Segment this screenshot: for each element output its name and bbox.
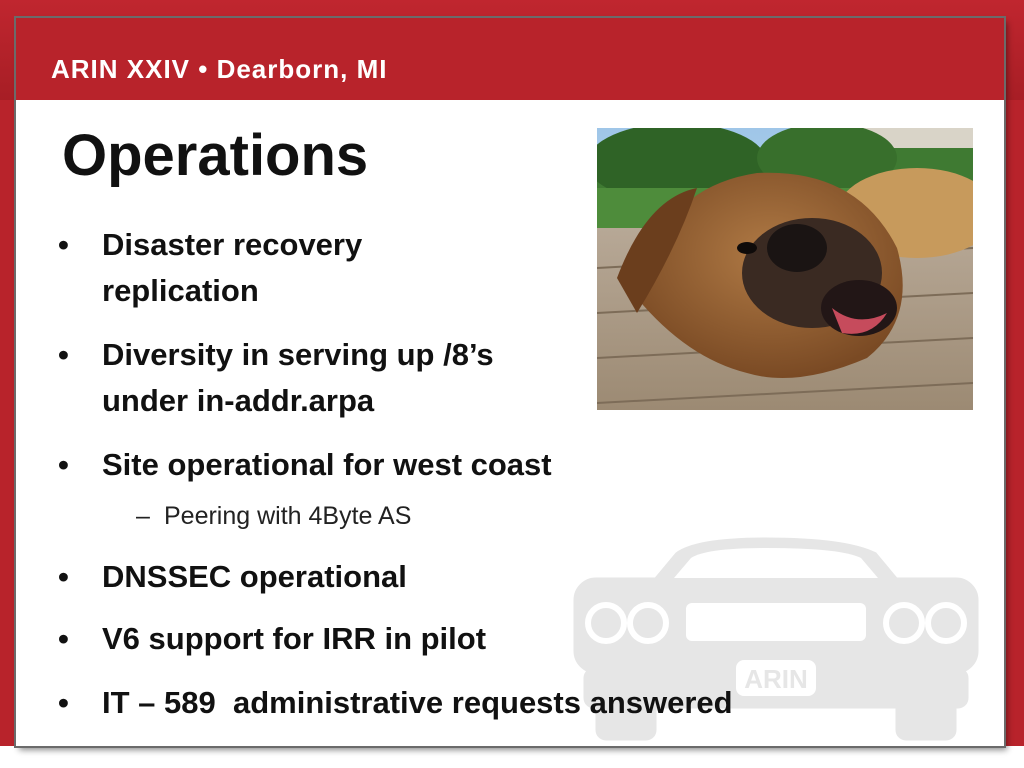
bullet-text-line: replication	[102, 273, 259, 308]
car-badge-text: ARIN	[744, 664, 808, 694]
dog-photo	[597, 128, 973, 410]
bullet-text-line: Site operational for west coast	[102, 447, 552, 482]
bullet-diversity	[56, 332, 494, 424]
bullet-marker: •	[58, 685, 69, 720]
bullet-text-line: DNSSEC operational	[102, 559, 407, 594]
bullet-dnssec	[56, 554, 407, 600]
bullet-text-line: Disaster recovery	[102, 227, 363, 262]
bullet-disaster-recovery	[56, 222, 362, 314]
bullet-text-line: Diversity in serving up /8’s	[102, 337, 494, 372]
bullet-text-line: under in-addr.arpa	[102, 383, 375, 418]
bullet-marker: •	[58, 337, 69, 372]
bullet-text-line: V6 support for IRR in pilot	[102, 621, 487, 656]
sub-bullet-text: Peering with 4Byte AS	[164, 502, 412, 530]
sub-bullet-peering	[136, 500, 411, 532]
bullet-marker: •	[58, 447, 69, 482]
bullet-west-coast	[56, 442, 552, 488]
bullet-marker: •	[58, 621, 69, 656]
slide	[16, 18, 1004, 746]
bullet-marker: •	[58, 559, 69, 594]
bullet-marker: •	[58, 227, 69, 262]
bullet-it-requests	[56, 680, 733, 726]
header-bar	[16, 18, 1004, 100]
bottom-band	[0, 746, 1024, 768]
slide-title: Operations	[62, 123, 369, 188]
sub-bullet-marker: –	[136, 502, 150, 530]
bullet-v6-support	[56, 616, 486, 662]
conference-title: ARIN XXIV • Dearborn, MI	[51, 54, 388, 84]
bullet-text-line: IT – 589 administrative requests answered	[102, 685, 733, 720]
